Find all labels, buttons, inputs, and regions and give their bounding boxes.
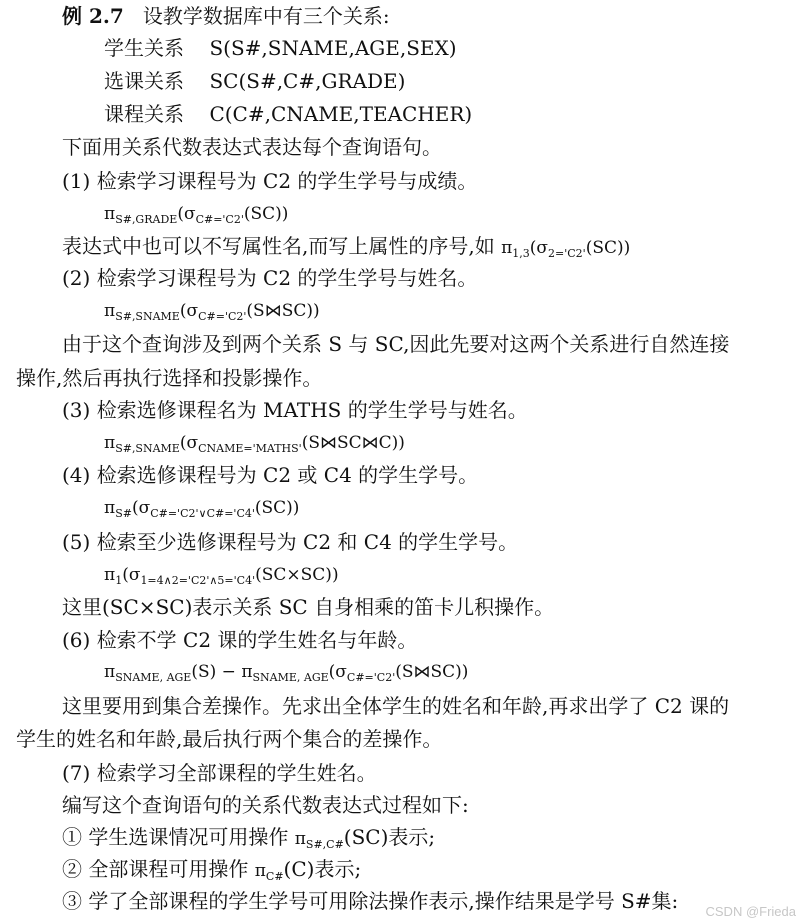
formula-argument: (SC×SC)) — [255, 565, 339, 585]
projection-attrs: SNAME, AGE — [115, 671, 192, 684]
projection-attrs: S# — [115, 507, 132, 520]
pi-symbol: π — [104, 301, 116, 321]
explanation-line: 这里要用到集合差操作。先求出全体学生的姓名和年龄,再求出学了 C2 课的 — [62, 694, 730, 718]
query-title: (5) 检索至少选修课程号为 C2 和 C4 的学生学号。 — [62, 530, 519, 554]
inline-formula: $\pi_{1,3}(\sigma_{2='C2'}(SC))$ — [501, 238, 631, 260]
relation-schema: C(C#,CNAME,TEACHER) — [209, 102, 473, 126]
relation-schema: SC(S#,C#,GRADE) — [209, 69, 406, 93]
formula: $\pi_{S\#,SNAME}(\sigma_{C\#='C2'}(S⋈SC))$ — [104, 301, 320, 323]
formula-argument: (SC)) — [585, 238, 631, 258]
lead-text: 下面用关系代数表达式表达每个查询语句。 — [62, 135, 442, 159]
difference-operator: (S) − — [191, 662, 242, 682]
selection-condition: C#='C2'∨C#='C4' — [150, 507, 255, 520]
step-line — [62, 855, 361, 885]
selection-condition: 2='C2' — [548, 247, 586, 260]
explanation-line: 操作,然后再执行选择和投影操作。 — [16, 366, 323, 390]
projection-attrs: 1,3 — [512, 247, 530, 260]
pi-symbol: π — [104, 498, 116, 518]
query-title: (3) 检索选修课程名为 MATHS 的学生学号与姓名。 — [62, 398, 528, 422]
sigma-symbol: σ — [128, 565, 141, 585]
intro-line: 编写这个查询语句的关系代数表达式过程如下: — [62, 793, 469, 817]
watermark: CSDN @Frieda — [705, 904, 796, 919]
step-marker: ① — [62, 825, 82, 849]
relation-schema: S(S#,SNAME,AGE,SEX) — [209, 36, 457, 60]
formula-argument: (SC)) — [243, 204, 289, 224]
pi-symbol: π — [104, 204, 116, 224]
example-heading — [62, 2, 390, 30]
formula: $\pi_{SNAME, AGE}(S)$ − $\pi_{SNAME, AGE}(\sigma_{C\#='C2'}(S⋈SC))$ — [104, 662, 469, 684]
explanation-line: 学生的姓名和年龄,最后执行两个集合的差操作。 — [16, 727, 443, 751]
selection-condition: C#='C2' — [195, 213, 244, 226]
pi-symbol: π — [104, 433, 116, 453]
step-marker: ③ — [62, 889, 82, 913]
projection-attrs: 1 — [115, 574, 123, 587]
sigma-symbol: σ — [138, 498, 151, 518]
query-title: (4) 检索选修课程号为 C2 或 C4 的学生学号。 — [62, 463, 479, 487]
example-intro: 设教学数据库中有三个关系: — [142, 4, 390, 28]
relation-row — [104, 67, 405, 95]
pi-symbol: π — [501, 238, 513, 258]
sigma-symbol: σ — [186, 301, 199, 321]
projection-attrs: S#,SNAME — [115, 442, 180, 455]
projection-attrs: S#,GRADE — [115, 213, 178, 226]
sigma-symbol: σ — [183, 204, 196, 224]
formula: $\pi_{S\#,SNAME}(\sigma_{CNAME='MATHS'}(S⋈SC⋈C))$ — [104, 433, 405, 455]
selection-condition: C#='C2' — [198, 310, 247, 323]
sigma-symbol: σ — [536, 238, 549, 258]
formula-argument: (S⋈SC)) — [395, 662, 469, 682]
note-line — [62, 232, 630, 262]
relation-name: 课程关系 — [104, 102, 184, 126]
step-line — [62, 887, 678, 915]
pi-symbol: π — [104, 565, 116, 585]
formula: $\pi_{S\#}(\sigma_{C\#='C2'\vee C\#='C4'}(SC))$ — [104, 498, 300, 520]
note-line: 这里(SC×SC)表示关系 SC 自身相乘的笛卡儿积操作。 — [62, 595, 555, 619]
relation-name: 选课关系 — [104, 69, 184, 93]
projection-attrs: C# — [265, 870, 284, 883]
step-tail: (C)表示; — [283, 857, 362, 881]
query-title: (1) 检索学习课程号为 C2 的学生学号与成绩。 — [62, 169, 478, 193]
formula: $\pi_{S\#,GRADE}(\sigma_{C\#='C2'}(SC))$ — [104, 204, 289, 226]
relation-row — [104, 100, 472, 128]
formula: $\pi_1(\sigma_{1=4\wedge 2='C2'\wedge 5='C4'}(SC\times SC))$ — [104, 565, 339, 587]
formula-argument: (SC)) — [254, 498, 300, 518]
relation-row — [104, 34, 457, 62]
query-title: (6) 检索不学 C2 课的学生姓名与年龄。 — [62, 628, 418, 652]
step-tail: (SC)表示; — [343, 825, 436, 849]
pi-symbol: π — [294, 829, 306, 849]
selection-condition: CNAME='MATHS' — [198, 442, 302, 455]
projection-attrs: S#,C# — [305, 838, 344, 851]
inline-formula — [295, 829, 344, 849]
relation-name: 学生关系 — [104, 36, 184, 60]
pi-symbol: π — [104, 662, 116, 682]
step-text: 学生选课情况可用操作 — [88, 825, 289, 849]
selection-condition: C#='C2' — [346, 671, 396, 684]
step-marker: ② — [62, 857, 82, 881]
sigma-symbol: σ — [186, 433, 199, 453]
inline-formula — [255, 861, 284, 881]
pi-symbol: π — [254, 861, 266, 881]
projection-attrs: SNAME, AGE — [252, 671, 329, 684]
selection-condition: 1=4∧2='C2'∧5='C4' — [140, 574, 256, 587]
step-line — [62, 823, 435, 853]
query-title: (2) 检索学习课程号为 C2 的学生学号与姓名。 — [62, 266, 478, 290]
formula-argument: (S⋈SC⋈C)) — [301, 433, 405, 453]
step-text: 学了全部课程的学生学号可用除法操作表示,操作结果是学号 S#集: — [88, 889, 679, 913]
explanation-line: 由于这个查询涉及到两个关系 S 与 SC,因此先要对这两个关系进行自然连接 — [62, 332, 730, 356]
query-title: (7) 检索学习全部课程的学生姓名。 — [62, 761, 377, 785]
sigma-symbol: σ — [335, 662, 347, 682]
step-text: 全部课程可用操作 — [88, 857, 249, 881]
formula-argument: (S⋈SC)) — [246, 301, 320, 321]
note-text: 表达式中也可以不写属性名,而写上属性的序号,如 — [62, 234, 495, 258]
example-label: 例 2.7 — [62, 4, 124, 28]
projection-attrs: S#,SNAME — [115, 310, 180, 323]
pi-symbol: π — [241, 662, 253, 682]
